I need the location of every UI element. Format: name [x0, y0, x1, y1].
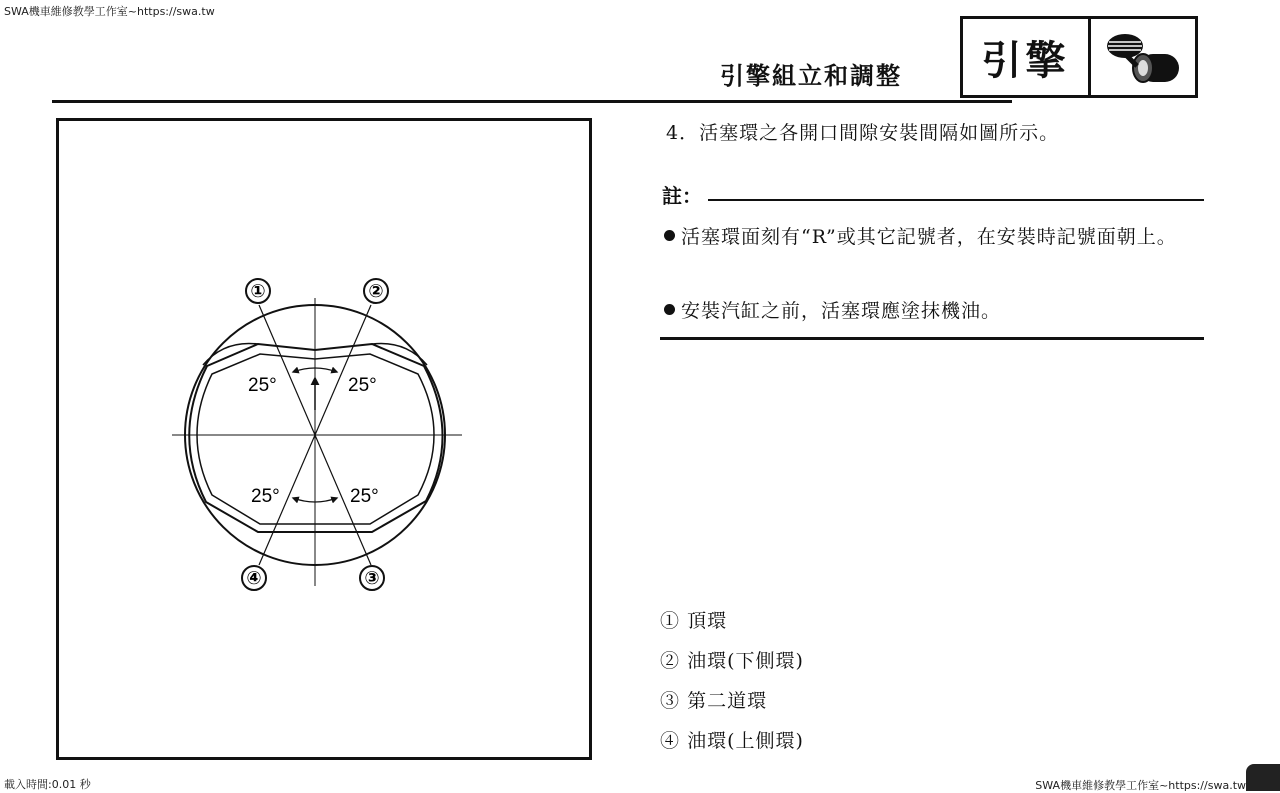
legend-num: ①: [660, 610, 681, 632]
page-corner-mark: [1246, 764, 1280, 791]
engine-piston-icon: [1091, 19, 1195, 95]
callout-4: ④: [246, 568, 262, 589]
watermark-top-left: SWA機車維修教學工作室~https://swa.tw: [4, 5, 215, 18]
note-item-1-text: 活塞環面刻有“R”或其它記號者，在安裝時記號面朝上。: [681, 226, 1177, 248]
legend-item: [660, 604, 804, 644]
legend-num: ②: [660, 650, 681, 672]
angle-label-bottom-left: 25°: [251, 486, 280, 507]
angle-label-top-left: 25°: [248, 375, 277, 396]
legend-text: 油環(上側環): [687, 730, 804, 752]
legend-num: ③: [660, 690, 681, 712]
piston-ring-gap-diagram: [0, 0, 600, 780]
note-item-2: [664, 296, 1001, 323]
load-time-footer: 載入時間:0.01 秒: [4, 778, 91, 791]
note-rule: [708, 199, 1204, 201]
step-4-text: 4．活塞環之各開口間隙安裝間隔如圖所示。: [666, 122, 1060, 144]
angle-label-top-right: 25°: [348, 375, 377, 396]
bullet-dot-icon: [664, 230, 675, 241]
legend: [660, 604, 804, 764]
callout-1: ①: [250, 281, 266, 302]
note-label: 註：: [662, 184, 702, 208]
angle-label-bottom-right: 25°: [350, 486, 379, 507]
chapter-tab: [960, 16, 1198, 98]
legend-text: 頂環: [687, 610, 728, 632]
legend-item: [660, 644, 804, 684]
bullet-dot-icon: [664, 304, 675, 315]
watermark-bottom-right: SWA機車維修教學工作室~https://swa.tw: [1035, 779, 1246, 792]
note-item-2-text: 安裝汽缸之前，活塞環應塗抹機油。: [681, 300, 1002, 322]
legend-text: 第二道環: [687, 690, 768, 712]
section-title: 引擎組立和調整: [720, 62, 902, 90]
legend-item: [660, 684, 804, 724]
note-item-1: [664, 217, 1212, 257]
legend-num: ④: [660, 730, 681, 752]
callout-3: ③: [364, 568, 380, 589]
legend-text: 油環(下側環): [687, 650, 804, 672]
callout-2: ②: [368, 281, 384, 302]
chapter-tab-label: 引擎: [963, 19, 1091, 95]
note-end-rule: [660, 337, 1204, 340]
legend-item: [660, 724, 804, 764]
